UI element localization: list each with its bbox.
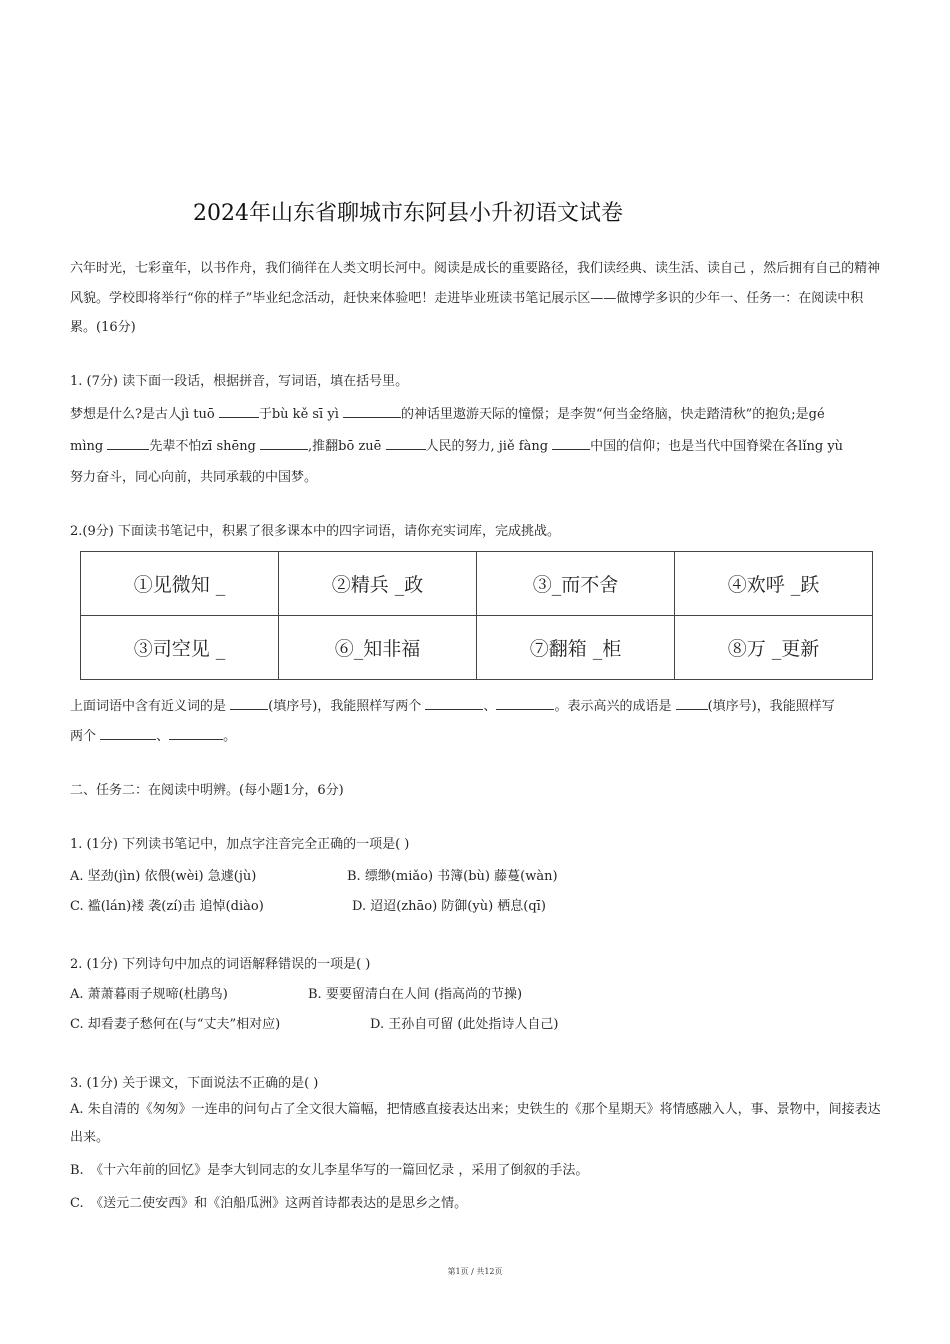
answer-blank[interactable] [343,404,401,418]
s2-options-row-2 [70,1013,888,1032]
answer-blank[interactable] [260,436,308,450]
answer-blank[interactable] [496,696,554,710]
option-d: D. 王孙自可留 (此处指诗人自己) [370,1017,559,1032]
q1-text: 人民的努力, jiě fàng [425,439,553,454]
option-a: A. 萧萧暮雨子规啼(杜鹃鸟) [70,987,228,1002]
option-b: B. 要要留清白在人间 (指高尚的节操) [308,987,523,1002]
q1-heading: 1. (7分) 读下面一段话，根据拼音，写词语，填在括号里。 [70,374,409,389]
answer-blank[interactable] [230,696,268,710]
option-a: A. 朱自清的《匆匆》一连串的问句占了全文很大篇幅，把情感直接表达出来；史铁生的《那个星期天》将情感融入人，事、景物中，间接表达出来。 [70,1102,881,1145]
s1-options-row-1 [70,865,888,884]
page-footer: 第1页 / 共12页 [447,1267,503,1276]
idiom-cell: ⑧万 _更新 [675,616,873,680]
answer-blank[interactable] [676,696,708,710]
option-b: B. 缥缈(miǎo) 书簿(bù) 藤蔓(wàn) [347,869,558,884]
option-c: C. 《送元二使安西》和《泊船瓜洲》这两首诗都表达的是思乡之情。 [70,1196,468,1211]
q2-heading: 2.(9分) 下面读书笔记中，积累了很多课本中的四字词语，请你充实词库，完成挑战。 [70,524,560,539]
q2-text: 。 [223,729,237,744]
table-row [81,616,873,680]
q1-text: 的神话里遨游天际的憧憬；是李贺“何当金络脑，快走踏清秋”的抱负;是gé [401,407,825,422]
option-d: D. 迢迢(zhāo) 防御(yù) 栖息(qī) [352,899,546,914]
idiom-cell: ⑦翻箱 _柜 [477,616,675,680]
option-a: A. 坚劲(jìn) 依偎(wèi) 急遽(jù) [70,869,257,884]
intro-paragraph: 六年时光，七彩童年，以书作舟，我们徜徉在人类文明长河中。阅读是成长的重要路径，我们读经典、读生活、读自己 ，然后拥有自己的精神风貌。学校即将举行“你的样子”毕业纪念活动，赶快来体验吧！走进毕业班读书笔记展示区——做博学多识的少年一、任务一：在阅读中积累。(16分) [70,261,881,335]
table-row [81,552,873,616]
idiom-cell: ④欢呼 _跃 [675,552,873,616]
s1-heading: 1. (1分) 下列读书笔记中，加点字注音完全正确的一项是( ) [70,837,410,852]
answer-blank[interactable] [100,726,156,740]
q1-text: 中国的信仰；也是当代中国脊梁在各lǐng yù [590,439,844,454]
task2-heading: 二、任务二：在阅读中明辨。(每小题1分，6分) [70,783,344,798]
q2-answer-line-1 [70,695,888,714]
s2-heading: 2. (1分) 下列诗句中加点的词语解释错误的一项是( ) [70,957,371,972]
answer-blank[interactable] [386,436,426,450]
option-c: C. 褴(lán)褛 袭(zí)击 追悼(diào) [70,899,264,914]
q1-line-2 [70,435,888,454]
q1-text: mìng [70,439,108,454]
answer-blank[interactable] [219,404,259,418]
q1-text: 梦想是什么?是古人jì tuō [70,407,219,422]
q2-text: 。表示高兴的成语是 [554,699,676,714]
q1-text: ,推翻bō zuē [308,439,386,454]
answer-blank[interactable] [552,436,590,450]
idiom-cell: ②精兵 _政 [279,552,477,616]
option-b: B. 《十六年前的回忆》是李大钊同志的女儿李星华写的一篇回忆录 ，采用了倒叙的手法。 [70,1163,589,1178]
s2-options-row-1 [70,983,888,1002]
idiom-table [80,551,873,680]
s3-heading: 3. (1分) 关于课文，下面说法不正确的是( ) [70,1076,319,1091]
q2-text: 上面词语中含有近义词的是 [70,699,231,714]
q1-text: 先辈不怕zī shēng [149,439,261,454]
q2-text: 两个 [70,729,101,744]
answer-blank[interactable] [425,696,483,710]
page-title: 2024年山东省聊城市东阿县小升初语文试卷 [193,201,623,226]
q2-text: 、 [156,729,170,744]
q1-line-3: 努力奋斗，同心向前，共同承载的中国梦。 [70,470,318,485]
q2-text: (填序号)，我能照样写 [707,699,835,714]
q2-answer-line-2 [70,725,888,744]
idiom-cell: ①见微知 _ [81,552,279,616]
q2-text: (填序号)，我能照样写两个 [268,699,426,714]
answer-blank[interactable] [107,436,149,450]
q2-text: 、 [483,699,497,714]
idiom-cell: ③司空见 _ [81,616,279,680]
q1-line-1 [70,403,888,422]
q1-text: 于bù kě sī yì [258,407,343,422]
s1-options-row-2 [70,895,888,914]
option-c: C. 却看妻子愁何在(与“丈夫”相对应) [70,1017,281,1032]
answer-blank[interactable] [169,726,223,740]
idiom-cell: ③_而不舍 [477,552,675,616]
idiom-cell: ⑥_知非福 [279,616,477,680]
